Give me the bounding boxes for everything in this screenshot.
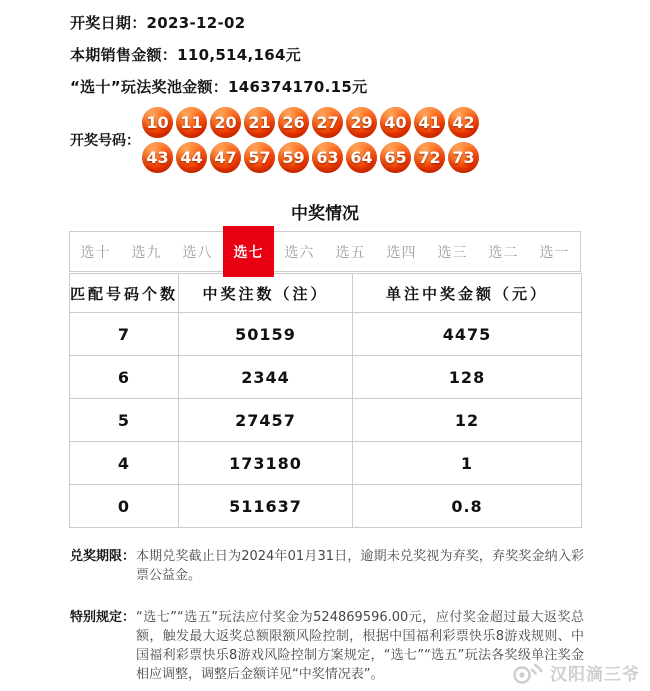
special-provision-text: “选七”“选五”玩法应付奖金为524869596.00元，应付奖金超过最大返奖总额，触发最大返奖总额限额风险控制，根据中国福利彩票快乐8游戏规则、中国福利彩票快乐8游戏风险控制方案规定，“选七”“选五”玩法各奖级单注奖金相应调整，调整后金额详见“中奖情况表”。 [136,610,584,682]
sales-amount-line [70,44,367,65]
drawn-numbers-section [70,107,479,173]
drawn-numbers-label: 开奖号码： [70,133,140,149]
draw-date-line [70,12,367,33]
number-ball-row-2 [142,142,479,173]
header-match-count: 匹配号码个数 [70,274,179,313]
cell-match-count: 5 [70,399,179,442]
cell-prize-amount: 4475 [353,313,582,356]
tab-select-six[interactable]: 选六 [284,244,315,261]
prize-pool-label: “选十”玩法奖池金额： [70,78,229,96]
redemption-deadline-label: 兑奖期限： [70,549,136,564]
redemption-deadline-note [70,547,584,585]
number-ball-row-1 [142,107,479,138]
sales-amount-label: 本期销售金额： [70,46,178,64]
notes-section [70,547,584,684]
number-ball: 43 [142,142,173,173]
prize-table-header-row [70,274,582,313]
number-ball: 64 [346,142,377,173]
number-ball: 59 [278,142,309,173]
prize-table [69,273,582,528]
draw-info [70,12,367,108]
number-ball: 27 [312,107,343,138]
tab-select-four[interactable]: 选四 [386,244,417,261]
number-ball: 26 [278,107,309,138]
section-title-winning-status: 中奖情况 [291,204,359,224]
cell-winning-bets: 27457 [179,399,353,442]
special-provision-note [70,608,584,684]
number-ball: 73 [448,142,479,173]
number-ball: 63 [312,142,343,173]
tab-select-one[interactable]: 选一 [539,244,570,261]
number-ball: 41 [414,107,445,138]
watermark [511,660,640,685]
cell-winning-bets: 173180 [179,442,353,485]
header-winning-bets: 中奖注数（注） [179,274,353,313]
table-row [70,313,582,356]
header-prize-per-bet: 单注中奖金额（元） [353,274,582,313]
cell-match-count: 0 [70,485,179,528]
draw-date-value: 2023-12-02 [146,14,246,32]
number-ball: 72 [414,142,445,173]
number-ball: 47 [210,142,241,173]
table-row [70,442,582,485]
sales-amount-value: 110,514,164元 [177,46,302,64]
tab-select-nine[interactable]: 选九 [131,244,162,261]
number-ball: 10 [142,107,173,138]
cell-prize-amount: 128 [353,356,582,399]
draw-date-label: 开奖日期： [70,14,147,32]
tab-select-seven-active[interactable]: 选七 [223,226,274,277]
table-row [70,399,582,442]
cell-prize-amount: 0.8 [353,485,582,528]
special-provision-label: 特别规定： [70,610,136,625]
play-type-tabbar [69,231,581,272]
watermark-text: 汉阳滴三爷 [550,665,640,685]
cell-match-count: 6 [70,356,179,399]
weibo-eye-icon [511,661,547,685]
tab-select-ten[interactable]: 选十 [80,244,111,261]
tab-select-two[interactable]: 选二 [488,244,519,261]
number-ball: 65 [380,142,411,173]
table-row [70,356,582,399]
prize-pool-line [70,76,367,97]
cell-match-count: 4 [70,442,179,485]
number-balls [142,107,479,173]
number-ball: 29 [346,107,377,138]
number-ball: 57 [244,142,275,173]
number-ball: 40 [380,107,411,138]
cell-winning-bets: 50159 [179,313,353,356]
cell-prize-amount: 12 [353,399,582,442]
number-ball: 11 [176,107,207,138]
cell-match-count: 7 [70,313,179,356]
tab-select-five[interactable]: 选五 [335,244,366,261]
number-ball: 42 [448,107,479,138]
redemption-deadline-text: 本期兑奖截止日为2024年01月31日，逾期未兑奖视为弃奖，弃奖奖金纳入彩票公益金。 [136,549,584,583]
table-row [70,485,582,528]
cell-prize-amount: 1 [353,442,582,485]
number-ball: 20 [210,107,241,138]
cell-winning-bets: 2344 [179,356,353,399]
tab-select-eight[interactable]: 选八 [182,244,213,261]
prize-pool-value: 146374170.15元 [228,78,368,96]
cell-winning-bets: 511637 [179,485,353,528]
number-ball: 21 [244,107,275,138]
tab-select-three[interactable]: 选三 [437,244,468,261]
number-ball: 44 [176,142,207,173]
